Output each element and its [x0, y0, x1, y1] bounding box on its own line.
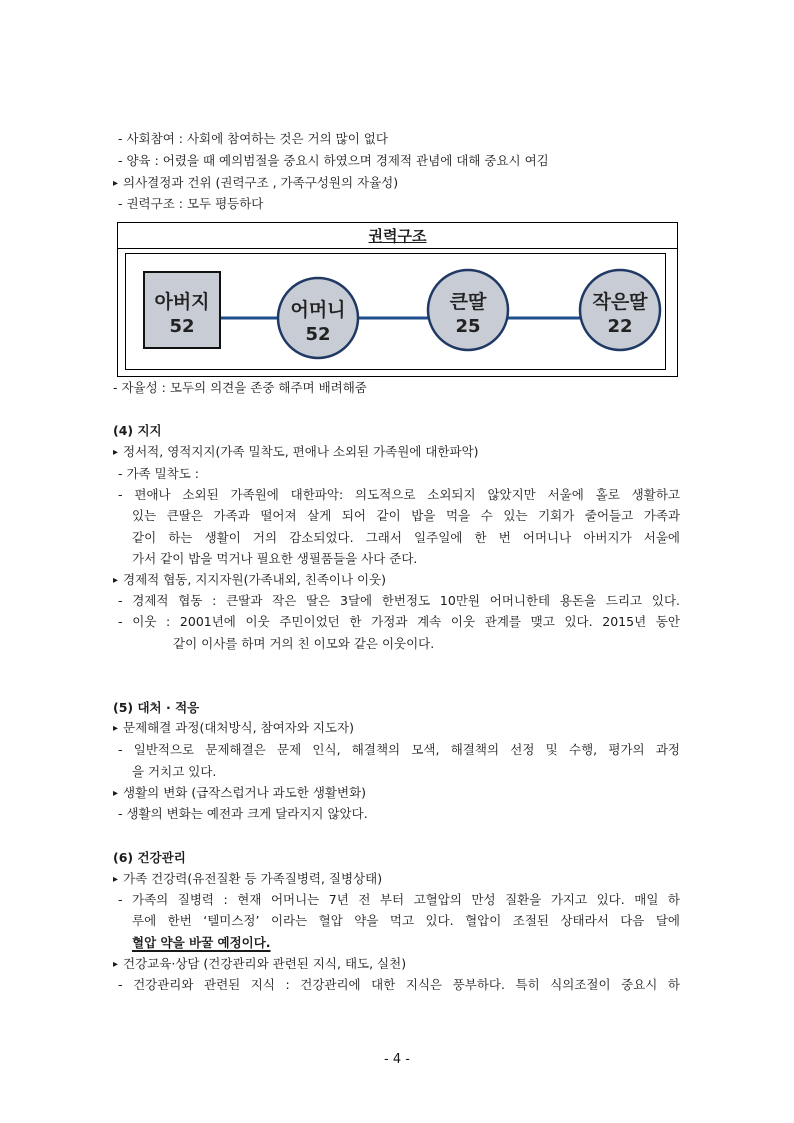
- node-value: 22: [607, 316, 633, 337]
- diagram-canvas: [126, 254, 665, 369]
- diagram-frame: [125, 253, 666, 370]
- text-line: 을 거치고 있다.: [132, 764, 217, 779]
- text-line: - 일반적으로 문제해결은 문제 인식, 해결책의 모색, 해결책의 선정 및 수행, 평가의 과정: [118, 742, 680, 757]
- diagram-title: 권력구조: [368, 227, 427, 245]
- bullet-heading: ▸ 경제적 협동, 지지자원(가족내외, 친족이나 이웃): [113, 572, 386, 590]
- text-line: 가서 같이 밥을 먹거나 필요한 생필품들을 사다 준다.: [132, 551, 418, 566]
- text-line: 같이 이사를 하며 거의 친 이모와 같은 이웃이다.: [173, 636, 435, 651]
- node-value: 52: [305, 324, 331, 345]
- text-line: - 권력구조 : 모두 평등하다: [118, 196, 264, 211]
- section-heading: (5) 대처 · 적응: [113, 700, 200, 715]
- text-line: 같이 하는 생활이 거의 감소되었다. 그래서 일주일에 한 번 어머니나 아버지가 서울에: [132, 530, 680, 545]
- bullet-heading: ▸ 의사결정과 건위 (권력구조 , 가족구성원의 자율성): [113, 175, 398, 193]
- text-line: - 건강관리와 관련된 지식 : 건강관리에 대한 지식은 풍부하다. 특히 식의조절이 중요시 하: [118, 977, 680, 992]
- text-line: - 이웃 : 2001년에 이웃 주민이었던 한 가정과 계속 이웃 관계를 맺고 있다. 2015년 동안: [118, 614, 680, 629]
- node-name: 작은딸: [592, 291, 648, 313]
- bullet-heading: ▸ 문제해결 과정(대처방식, 참여자와 지도자): [113, 720, 354, 738]
- bullet-heading: ▸ 정서적, 영적지지(가족 밀착도, 편애나 소외된 가족원에 대한파악): [113, 444, 479, 462]
- bullet-heading: ▸ 가족 건강력(유전질환 등 가족질병력, 질병상태): [113, 871, 382, 889]
- section-heading: (6) 건강관리: [113, 850, 186, 865]
- node-name: 아버지: [154, 291, 210, 313]
- section-heading: (4) 지지: [113, 423, 162, 438]
- text-line: - 자율성 : 모두의 의견을 존중 해주며 배려해줌: [113, 380, 367, 395]
- bullet-heading: ▸ 건강교육·상담 (건강관리와 관련된 지식, 태도, 실천): [113, 956, 406, 974]
- text-line: 루에 한번 ‘텔미스정’ 이라는 혈압 약을 먹고 있다. 혈압이 조절된 상태라서 다음 달에: [132, 913, 680, 928]
- text-line: 있는 큰딸은 가족과 떨어져 살게 되어 같이 밥을 먹을 수 있는 기회가 줄어들고 가족과: [132, 508, 680, 523]
- page-number: - 4 -: [384, 1052, 410, 1067]
- node-name: 어머니: [290, 299, 346, 321]
- text-line: - 양육 : 어렸을 때 예의범절을 중요시 하였으며 경제적 관념에 대해 중요시 여김: [118, 153, 549, 168]
- text-line: - 편애나 소외된 가족원에 대한파악: 의도적으로 소외되지 않았지만 서울에 홀로 생활하고: [118, 487, 680, 502]
- text-line: - 생활의 변화는 예전과 크게 달라지지 않았다.: [118, 806, 368, 821]
- text-line: - 사회참여 : 사회에 참여하는 것은 거의 많이 없다: [118, 131, 388, 146]
- power-structure-diagram: [117, 222, 678, 377]
- section-heading: 혈압 약을 바꿀 예정이다.: [132, 935, 271, 950]
- text-line: - 경제적 협동 : 큰딸과 작은 딸은 3달에 한번정도 10만원 어머니한테 용돈을 드리고 있다.: [118, 593, 680, 608]
- bullet-heading: ▸ 생활의 변화 (급작스럽거나 과도한 생활변화): [113, 785, 366, 803]
- node-name: 큰딸: [449, 291, 487, 313]
- node-value: 25: [455, 316, 481, 337]
- text-line: - 가족의 질병력 : 현재 어머니는 7년 전 부터 고혈압의 만성 질환을 가지고 있다. 매일 하: [118, 892, 680, 907]
- text-line: - 가족 밀착도 :: [118, 466, 200, 481]
- diagram-title-divider: [118, 248, 677, 249]
- node-value: 52: [169, 316, 195, 337]
